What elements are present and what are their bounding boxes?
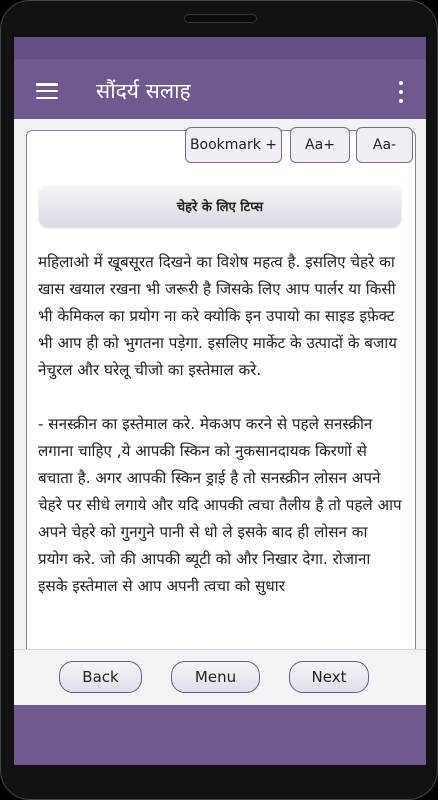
hamburger-menu-icon[interactable] bbox=[36, 83, 58, 99]
article-paragraph: - सनस्क्रीन का इस्तेमाल करे. मेकअप करने से पहले सनस्क्रीन लगाना चाहिए ,ये आपकी स्किन को नुकसानदायक किरणों से बचाता है. अगर आपकी स्किन ड्राई है तो सनस्क्रीन लोसन अपने चेहरे पर सीधे लगाये और यदि आपकी त्वचा तैलीय है तो पहले आप अपने चेहरे को गुनगुने पानी से धो ले इसके बाद ही लोसन का प्रयोग करे. जो की आपकी ब्यूटी को और निखार देगा. रोजाना इसके इस्तेमाल से आप अपनी त्वचा को सुधार bbox=[38, 415, 402, 595]
app-title: सौंदर्य सलाह bbox=[96, 79, 191, 103]
next-button[interactable]: Next bbox=[289, 661, 369, 693]
app-screen bbox=[14, 37, 426, 765]
back-button[interactable]: Back bbox=[59, 661, 142, 693]
font-increase-button[interactable]: Aa+ bbox=[290, 127, 350, 163]
more-vert-icon[interactable] bbox=[394, 81, 408, 103]
bookmark-button[interactable]: Bookmark + bbox=[185, 127, 282, 163]
menu-button[interactable]: Menu bbox=[171, 661, 260, 693]
phone-speaker bbox=[184, 14, 257, 23]
font-decrease-button[interactable]: Aa- bbox=[356, 127, 413, 163]
article-content[interactable] bbox=[38, 249, 402, 647]
footer-bar bbox=[14, 705, 426, 765]
app-bar bbox=[14, 37, 426, 119]
article-paragraph: महिलाओ में खूबसूरत दिखने का विशेष महत्व है. इसलिए चेहरे का खास खयाल रखना भी जरूरी है जिसके लिए आप पार्लर या किसी भी केमिकल का प्रयोग ना करे क्योकि इन उपायो का साइड इफ़ेक्ट भी आप ही को भुगतना पड़ेगा. इसलिए मार्केट के उत्पादों के बजाय नेचुरल और घरेलू चीजो का इस्तेमाल करे. bbox=[38, 253, 397, 379]
status-bar bbox=[14, 37, 426, 59]
article-heading: चेहरे के लिए टिप्स bbox=[39, 185, 401, 227]
